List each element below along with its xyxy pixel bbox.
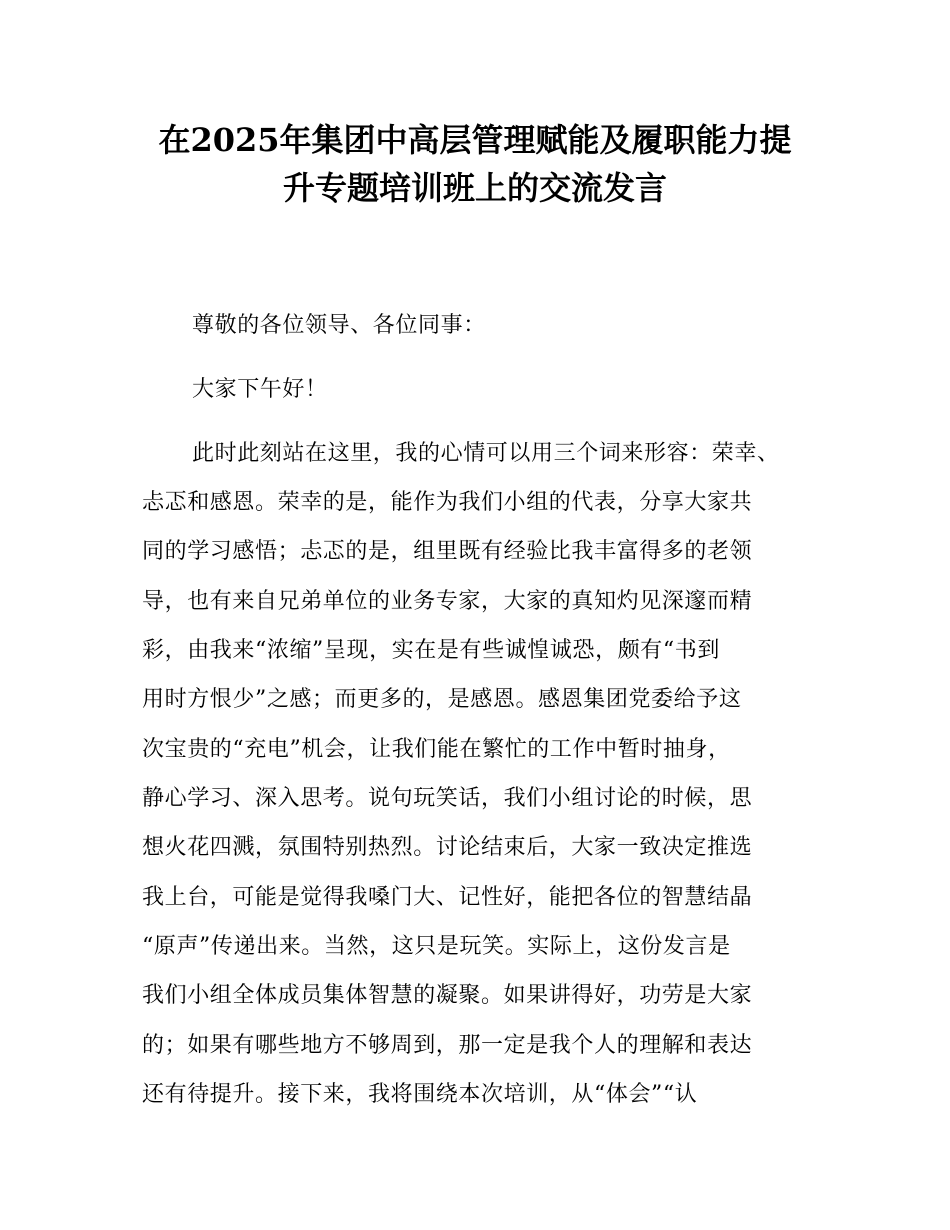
salutation: 尊敬的各位领导、各位同事： xyxy=(192,313,486,338)
body-line: 想火花四溅，氛围特别热烈。讨论结束后，大家一致决定推选 xyxy=(142,835,753,860)
body-line: 导，也有来自兄弟单位的业务专家，大家的真知灼见深邃而精 xyxy=(142,589,753,614)
document-title-line-1: 在2025年集团中高层管理赋能及履职能力提 xyxy=(158,121,792,159)
body-line: 彩，由我来“浓缩”呈现，实在是有些诚惶诚恐，颇有“书到 xyxy=(142,638,720,663)
body-line: 此时此刻站在这里，我的心情可以用三个词来形容：荣幸、 xyxy=(192,441,780,466)
body-line: 用时方恨少”之感；而更多的，是感恩。感恩集团党委给予这 xyxy=(142,687,742,712)
document-title-line-2: 升专题培训班上的交流发言 xyxy=(282,169,667,207)
body-line: 次宝贵的“充电”机会，让我们能在繁忙的工作中暂时抽身， xyxy=(142,737,731,762)
body-line: 同的学习感悟；忐忑的是，组里既有经验比我丰富得多的老领 xyxy=(142,539,753,564)
body-line: 静心学习、深入思考。说句玩笑话，我们小组讨论的时候，思 xyxy=(142,786,753,811)
body-line: 忐忑和感恩。荣幸的是，能作为我们小组的代表，分享大家共 xyxy=(142,490,753,515)
body-line: 还有待提升。接下来，我将围绕本次培训，从“体会”“认 xyxy=(142,1082,698,1107)
body-line: 我上台，可能是觉得我嗓门大、记性好，能把各位的智慧结晶 xyxy=(142,885,753,910)
greeting: 大家下午好！ xyxy=(192,377,328,402)
body-line: “原声”传递出来。当然，这只是玩笑。实际上，这份发言是 xyxy=(142,934,731,959)
body-line: 我们小组全体成员集体智慧的凝聚。如果讲得好，功劳是大家 xyxy=(142,983,753,1008)
body-line: 的；如果有哪些地方不够周到，那一定是我个人的理解和表达 xyxy=(142,1033,753,1058)
